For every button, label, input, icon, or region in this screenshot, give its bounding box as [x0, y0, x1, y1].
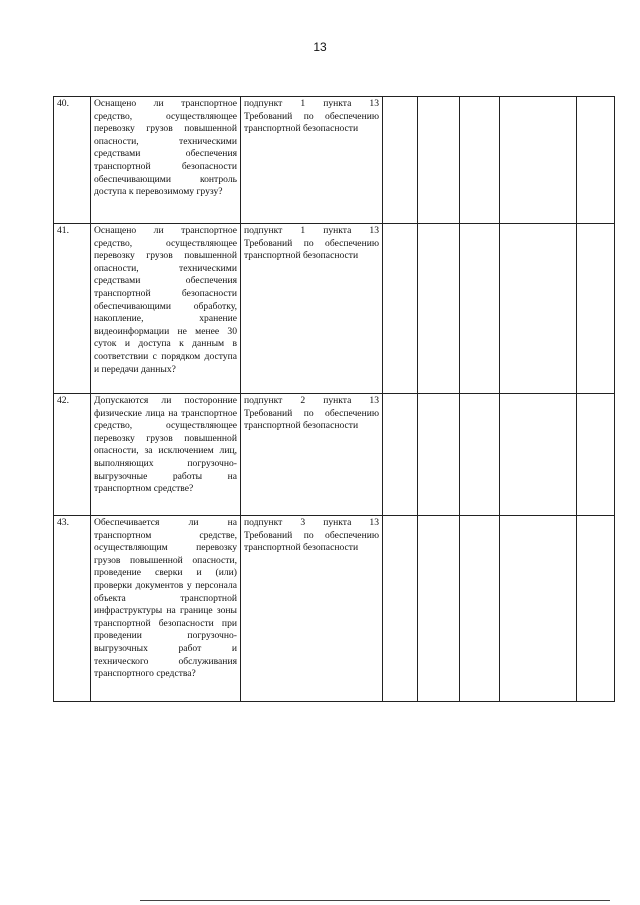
- answer-cell: [418, 97, 460, 224]
- checklist-table: [53, 96, 615, 702]
- row-number: 40.: [54, 97, 91, 224]
- answer-cell: [383, 224, 418, 394]
- answer-cell: [460, 224, 500, 394]
- answer-cell: [418, 394, 460, 516]
- question-cell: Оснащено ли транспортное средство, осуществляющее перевозку грузов повышенной опасности, техническими средствами обеспечения транспортной безопасности обеспечивающими обработку, накопление, хранение видеоинформации не менее 30 суток и доступа к данным в соответствии с порядком доступа и передачи данных?: [91, 224, 241, 394]
- row-number: 43.: [54, 516, 91, 702]
- answer-cell: [577, 97, 615, 224]
- answer-cell: [460, 394, 500, 516]
- answer-cell: [577, 516, 615, 702]
- reference-cell: подпункт 1 пункта 13 Требований по обеспечению транспортной безопасности: [241, 224, 383, 394]
- answer-cell: [418, 224, 460, 394]
- reference-cell: подпункт 2 пункта 13 Требований по обеспечению транспортной безопасности: [241, 394, 383, 516]
- page-number: 13: [313, 40, 327, 54]
- scan-edge-line: [140, 900, 610, 901]
- table-row: [54, 516, 615, 702]
- answer-cell: [500, 224, 577, 394]
- answer-cell: [383, 394, 418, 516]
- table-row: [54, 97, 615, 224]
- question-cell: Обеспечивается ли на транспортном средстве, осуществляющим перевозку грузов повышенной опасности, проведение сверки и (или) проверки документов у персонала объекта транспортной инфраструктуры на границе зоны транспортной безопасности при проведении погрузочно-выгрузочных работ и технического обслуживания транспортного средства?: [91, 516, 241, 702]
- answer-cell: [500, 516, 577, 702]
- answer-cell: [577, 224, 615, 394]
- table-row: [54, 394, 615, 516]
- answer-cell: [383, 97, 418, 224]
- table-row: [54, 224, 615, 394]
- reference-cell: подпункт 1 пункта 13 Требований по обеспечению транспортной безопасности: [241, 97, 383, 224]
- question-cell: Оснащено ли транспортное средство, осуществляющее перевозку грузов повышенной опасности, техническими средствами обеспечения транспортной безопасности обеспечивающими контроль доступа к перевозимому грузу?: [91, 97, 241, 224]
- answer-cell: [500, 97, 577, 224]
- reference-cell: подпункт 3 пункта 13 Требований по обеспечению транспортной безопасности: [241, 516, 383, 702]
- answer-cell: [577, 394, 615, 516]
- row-number: 41.: [54, 224, 91, 394]
- answer-cell: [500, 394, 577, 516]
- answer-cell: [418, 516, 460, 702]
- question-cell: Допускаются ли посторонние физические лица на транспортное средство, осуществляющее перевозку грузов повышенной опасности, за исключением лиц, выполняющих погрузочно-выгрузочные работы на транспортном средстве?: [91, 394, 241, 516]
- answer-cell: [383, 516, 418, 702]
- row-number: 42.: [54, 394, 91, 516]
- answer-cell: [460, 97, 500, 224]
- answer-cell: [460, 516, 500, 702]
